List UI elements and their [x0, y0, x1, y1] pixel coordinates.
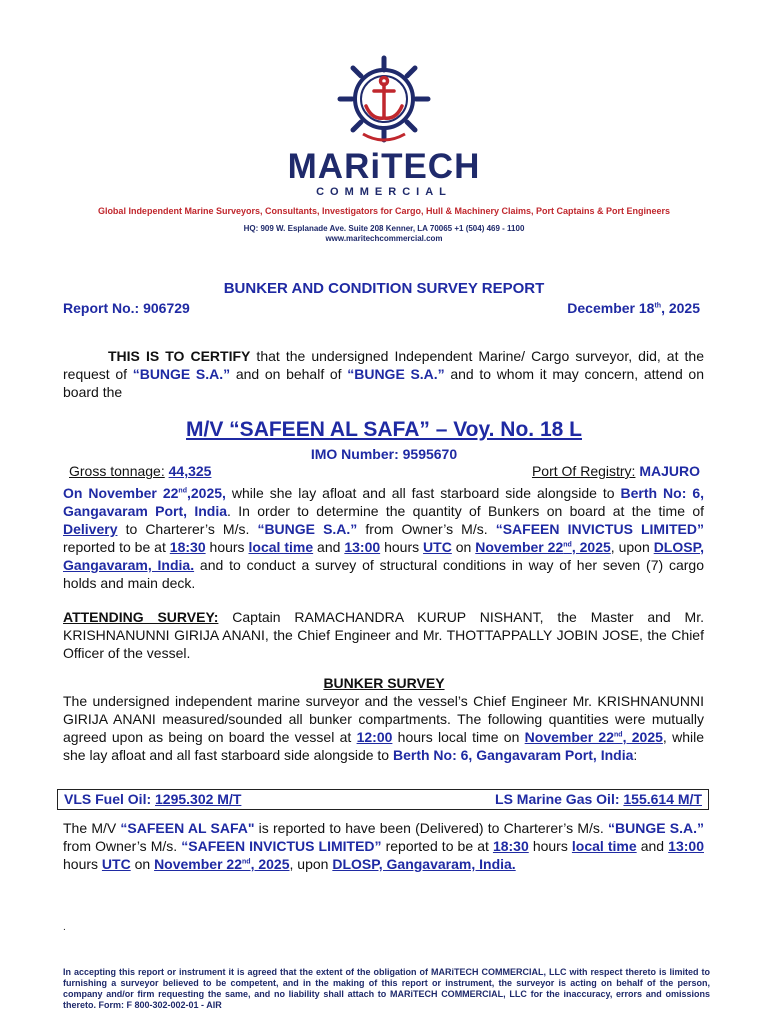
delivery-term: Delivery: [63, 521, 118, 537]
imo-number: IMO Number: 9595670: [310, 446, 458, 462]
delivery-text: reported to be at: [381, 838, 493, 854]
client-name: “BUNGE S.A.”: [132, 366, 231, 382]
client-name: “BUNGE S.A.”: [347, 366, 445, 382]
report-date-main: December 18: [567, 300, 655, 316]
delivery-text: hours: [528, 838, 572, 854]
report-date: [567, 300, 700, 316]
address-line: HQ: 909 W. Esplanade Ave. Suite 208 Kenner, LA 70065 +1 (504) 469 - 1100: [243, 224, 525, 233]
delivery-text: from Owner’s M/s.: [63, 838, 182, 854]
ls-marine-gas-oil-value: 155.614 M/T: [623, 791, 702, 807]
report-date-suffix: th: [654, 302, 662, 310]
gross-tonnage: [69, 463, 211, 479]
company-address: [0, 224, 768, 244]
delivery-date: [475, 539, 611, 555]
utc-label: UTC: [101, 856, 131, 872]
bunker-date-main: November 22: [524, 729, 615, 745]
utc-label: UTC: [423, 539, 452, 555]
berth-location: Berth No: 6, Gangavaram Port, India: [63, 485, 705, 519]
ls-marine-gas-oil-label: LS Marine Gas Oil:: [495, 791, 620, 807]
liability-disclaimer: In accepting this report or instrument it is agreed that the extent of the obligation of MARiTECH COMMERCIAL, LLC with respect thereto is limited to furnishing a surveyor believed to be competent, and in the making of this report or instrument, the surveyor is acting on behalf of the person, company and/or firm requesting the same, and no liability shall attach to MARiTECH COMMERCIAL, LLC for the inaccuracy, errors and omissions thereto. Form: F 800-302-002-01 - AIR: [63, 967, 710, 1010]
delivery-text: and: [636, 838, 669, 854]
arrival-date-main: On November 22: [63, 485, 179, 501]
arrival-text: and: [313, 539, 345, 555]
bunker-text: hours local time on: [392, 729, 525, 745]
bunker-text: :: [633, 747, 638, 763]
owner-name: “SAFEEN INVICTUS LIMITED”: [495, 521, 704, 537]
certify-lead: THIS IS TO CERTIFY: [108, 348, 251, 364]
arrival-paragraph: [63, 484, 704, 592]
delivery-text: on: [130, 856, 155, 872]
delivery-text: The M/V: [63, 820, 121, 836]
port-of-registry-value: MAJURO: [639, 463, 700, 479]
delivery-text: , upon: [289, 856, 333, 872]
ls-marine-gas-oil: [495, 791, 702, 807]
bunker-time: 12:00: [356, 729, 393, 745]
local-time-value: 18:30: [492, 838, 529, 854]
attending-survey-heading: ATTENDING SURVEY:: [63, 609, 219, 625]
local-time-label: local time: [571, 838, 637, 854]
utc-time-value: 13:00: [668, 838, 704, 854]
certify-text-3: and to whom it may concern, attend on board the: [63, 366, 704, 400]
certify-paragraph: [63, 347, 704, 401]
arrival-text: hours: [205, 539, 249, 555]
local-time-value: 18:30: [169, 539, 206, 555]
delivery-date-suffix: nd: [563, 541, 572, 549]
arrival-text: while she lay afloat and all fast starboard side alongside to: [225, 485, 621, 501]
delivery-date-year: , 2025: [250, 856, 290, 872]
fuel-quantities-box: [57, 789, 709, 810]
port-of-registry: [532, 463, 700, 479]
vls-fuel-oil-value: 1295.302 M/T: [155, 791, 242, 807]
gross-tonnage-label: Gross tonnage:: [69, 463, 165, 479]
vls-fuel-oil: [64, 791, 241, 807]
bunker-survey-heading: BUNKER SURVEY: [323, 675, 445, 691]
vessel-title: M/V “SAFEEN AL SAFA” – Voy. No. 18 L: [186, 418, 582, 441]
delivery-date-main: November 22: [154, 856, 242, 872]
arrival-text: on: [451, 539, 476, 555]
ship-wheel-anchor-logo-icon: [334, 54, 434, 146]
bunker-text: , while she lay afloat and all fast starboard side alongside to: [63, 729, 704, 763]
attending-survey-paragraph: [63, 608, 704, 662]
delivery-date-main: November 22: [475, 539, 564, 555]
port-of-registry-label: Port Of Registry:: [531, 463, 636, 479]
arrival-text: , upon: [610, 539, 654, 555]
arrival-text: reported to be at: [63, 539, 170, 555]
delivery-text: is reported to have been (Delivered) to Charterer’s M/s.: [254, 820, 609, 836]
arrival-date-year: ,2025,: [186, 485, 226, 501]
local-time-label: local time: [248, 539, 314, 555]
utc-time-value: 13:00: [344, 539, 381, 555]
bunker-date: [525, 729, 663, 745]
bunker-date-year: , 2025: [622, 729, 663, 745]
charterer-name: “BUNGE S.A.”: [257, 521, 358, 537]
arrival-date: [63, 485, 226, 501]
footer-mark: .: [63, 922, 66, 933]
vessel-name: “SAFEEN AL SAFA": [120, 820, 255, 836]
delivery-date-suffix: nd: [242, 858, 251, 866]
brand-subtitle: COMMERCIAL: [316, 186, 452, 198]
report-date-year: , 2025: [661, 300, 700, 316]
website-link[interactable]: www.maritechcommercial.com: [325, 234, 443, 243]
arrival-text: from Owner’s M/s.: [357, 521, 496, 537]
report-title: BUNKER AND CONDITION SURVEY REPORT: [223, 280, 545, 297]
delivery-date-year: , 2025: [571, 539, 611, 555]
brand-name: MARiTECH: [287, 147, 481, 186]
delivery-date: [154, 856, 289, 872]
delivery-paragraph: [63, 819, 704, 873]
gross-tonnage-value: 44,325: [168, 463, 212, 479]
report-number: Report No.: 906729: [63, 300, 190, 316]
certify-text-2: and on behalf of: [230, 366, 348, 382]
arrival-text: . In order to determine the quantity of Bunkers on board at the time of: [227, 503, 704, 519]
attending-survey-text: Captain RAMACHANDRA KURUP NISHANT, the Master and Mr. KRISHNANUNNI GIRIJA ANANI, the Chief Engineer and Mr. THOTTAPPALLY JOBIN JOSE, the Chief Officer of the vessel.: [63, 609, 704, 661]
dlosp-location: DLOSP, Gangavaram, India.: [332, 856, 516, 872]
charterer-name: “BUNGE S.A.”: [608, 820, 705, 836]
bunker-text: The undersigned independent marine surveyor and the vessel’s Chief Engineer Mr. KRISHNANUNNI GIRIJA ANANI measured/sounded all bunker compartments. The following quantities were mutually agreed upon as being on board the vessel at: [63, 693, 704, 745]
brand-tagline: Global Independent Marine Surveyors, Consultants, Investigators for Cargo, Hull & Machinery Claims, Port Captains & Port Engineers: [97, 206, 671, 216]
certify-text-1: that the undersigned Independent Marine/ Cargo surveyor, did, at the request of: [63, 348, 704, 382]
owner-name: “SAFEEN INVICTUS LIMITED”: [181, 838, 382, 854]
berth-location: Berth No: 6, Gangavaram Port, India: [392, 747, 634, 763]
delivery-text: hours: [63, 856, 102, 872]
vls-fuel-oil-label: VLS Fuel Oil:: [64, 791, 152, 807]
dlosp-location: DLOSP, Gangavaram, India.: [63, 539, 704, 573]
arrival-text: and to conduct a survey of structural conditions in way of her seven (7) cargo holds and main deck.: [63, 557, 704, 591]
bunker-date-suffix: nd: [614, 731, 623, 739]
arrival-text: hours: [380, 539, 424, 555]
arrival-date-suffix: nd: [178, 487, 187, 495]
arrival-text: to Charterer’s M/s.: [117, 521, 258, 537]
bunker-survey-paragraph: [63, 692, 704, 764]
